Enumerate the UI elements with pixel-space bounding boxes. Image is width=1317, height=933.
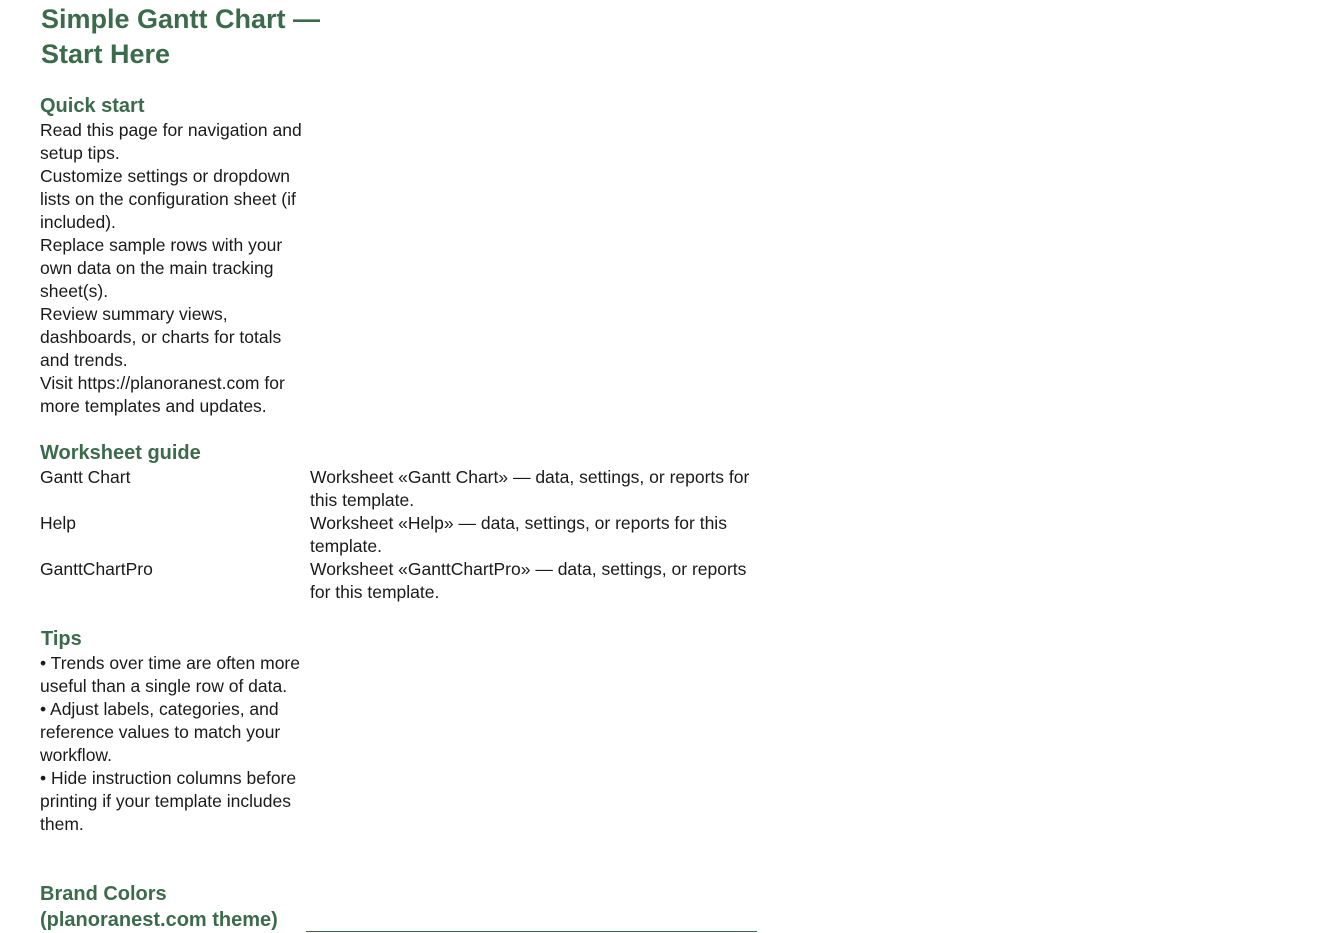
quick-start-list — [40, 119, 308, 418]
tips-list — [40, 652, 308, 836]
tips-heading: Tips — [41, 628, 82, 650]
tip-item: • Adjust labels, categories, and reference values to match your workflow. — [40, 699, 281, 765]
page-title: Simple Gantt Chart — Start Here — [41, 4, 321, 69]
tip-item: • Hide instruction columns before printing if your template includes them. — [40, 768, 297, 834]
worksheet-guide-heading: Worksheet guide — [40, 442, 201, 464]
quick-start-item: Customize settings or dropdown lists on the configuration sheet (if included). — [40, 166, 296, 232]
guide-sheet-name: GanttChartPro — [40, 559, 153, 579]
tip-item: • Trends over time are often more useful than a single row of data. — [40, 653, 300, 696]
guide-sheet-name: Gantt Chart — [40, 467, 131, 487]
guide-sheet-description: Worksheet «GanttChartPro» — data, settings, or reports for this template. — [310, 559, 747, 602]
guide-sheet-description: Worksheet «Gantt Chart» — data, settings, or reports for this template. — [310, 467, 750, 510]
guide-sheet-name: Help — [40, 513, 76, 533]
brand-colors-heading: Brand Colors (planoranest.com theme) — [40, 883, 278, 931]
brand-colors-divider — [306, 931, 757, 932]
guide-sheet-description: Worksheet «Help» — data, settings, or reports for this template. — [310, 513, 727, 556]
quick-start-item: Read this page for navigation and setup tips. — [40, 120, 302, 163]
quick-start-item: Review summary views, dashboards, or charts for totals and trends. — [40, 304, 282, 370]
quick-start-item: Visit https://planoranest.com for more templates and updates. — [40, 373, 285, 416]
quick-start-heading: Quick start — [40, 95, 145, 117]
quick-start-item: Replace sample rows with your own data on the main tracking sheet(s). — [40, 235, 283, 301]
